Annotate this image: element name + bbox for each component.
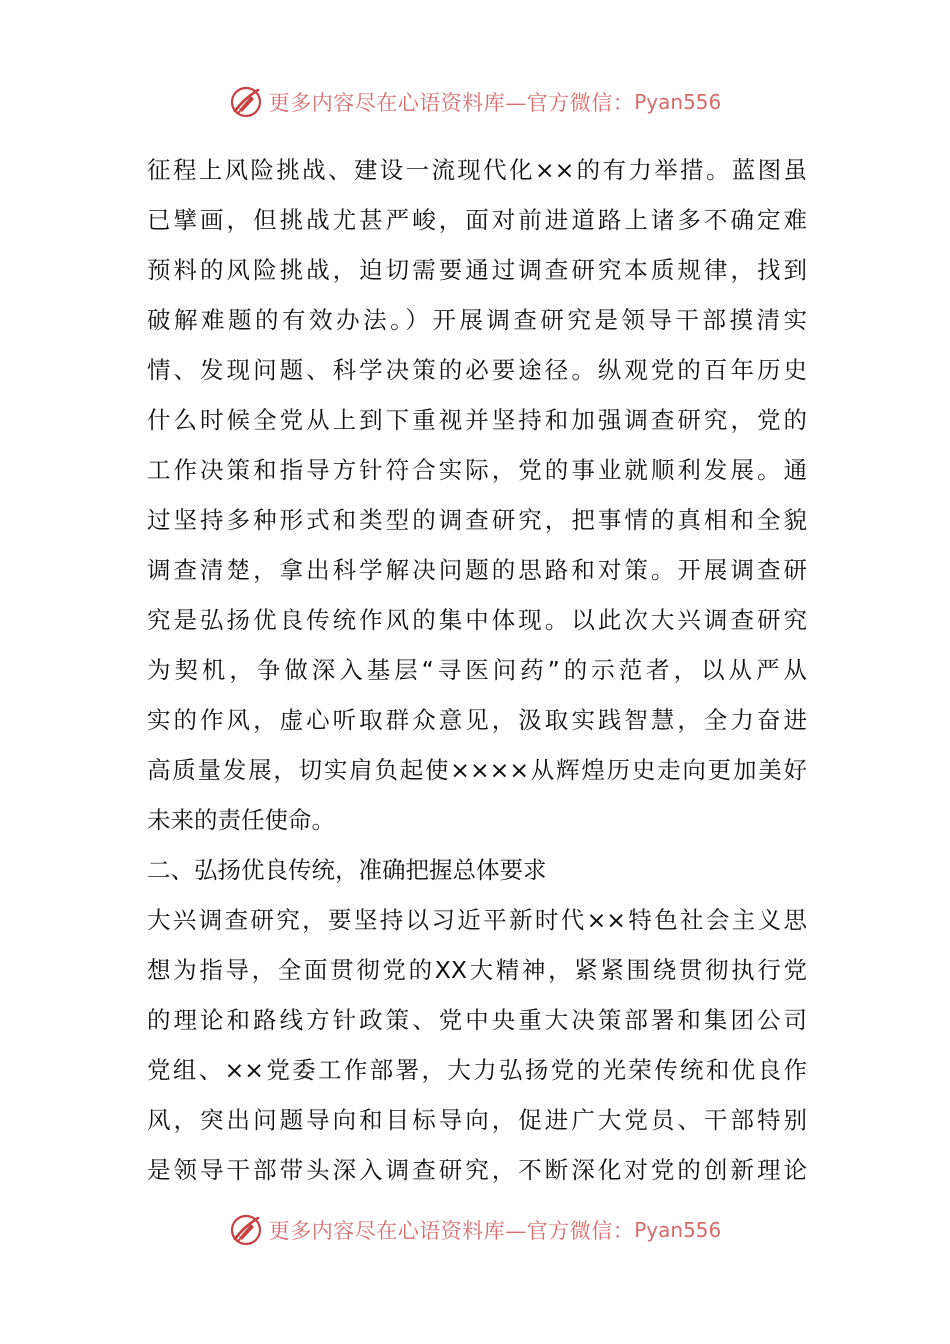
body-line: 什么时候全党从上到下重视并坚持和加强调查研究，党的 <box>147 406 807 434</box>
footer-banner-contact: Pyan556 <box>634 1218 722 1242</box>
header-banner-contact: Pyan556 <box>634 90 722 114</box>
pen-logo-icon <box>229 85 263 119</box>
body-line: 大兴调查研究，要坚持以习近平新时代××特色社会主义思 <box>147 906 807 934</box>
footer-banner-text: 更多内容尽在心语资料库—官方微信： <box>268 1219 635 1243</box>
body-line: 为契机，争做深入基层“寻医问药”的示范者，以从严从 <box>147 656 807 684</box>
body-line: 已擘画，但挑战尤甚严峻，面对前进道路上诸多不确定难 <box>147 206 807 234</box>
body-line: 情、发现问题、科学决策的必要途径。纵观党的百年历史 <box>147 356 807 384</box>
section-heading: 二、弘扬优良传统，准确把握总体要求 <box>147 856 547 884</box>
body-line: 工作决策和指导方针符合实际，党的事业就顺利发展。通 <box>147 456 807 484</box>
body-line: 预料的风险挑战，迫切需要通过调查研究本质规律，找到 <box>147 256 807 284</box>
header-banner-text: 更多内容尽在心语资料库—官方微信： <box>268 91 635 115</box>
body-line: 破解难题的有效办法。）开展调查研究是领导干部摸清实 <box>147 306 807 334</box>
body-line: 的理论和路线方针政策、党中央重大决策部署和集团公司 <box>147 1006 807 1034</box>
body-line: 实的作风，虚心听取群众意见，汲取实践智慧，全力奋进 <box>147 706 807 734</box>
document-body <box>147 145 807 1195</box>
pen-logo-icon <box>229 1213 263 1247</box>
body-line: 想为指导，全面贯彻党的XX大精神，紧紧围绕贯彻执行党 <box>147 956 807 984</box>
footer-banner <box>0 1210 950 1250</box>
body-line: 调查清楚，拿出科学解决问题的思路和对策。开展调查研 <box>147 556 807 584</box>
body-line: 风，突出问题导向和目标导向，促进广大党员、干部特别 <box>147 1106 807 1134</box>
body-line: 征程上风险挑战、建设一流现代化××的有力举措。蓝图虽 <box>147 156 807 184</box>
body-line: 究是弘扬优良传统作风的集中体现。以此次大兴调查研究 <box>147 606 807 634</box>
body-line: 高质量发展，切实肩负起使××××从辉煌历史走向更加美好 <box>147 756 807 784</box>
body-line: 未来的责任使命。 <box>147 806 335 834</box>
body-line: 是领导干部带头深入调查研究，不断深化对党的创新理论 <box>147 1156 807 1184</box>
body-line: 过坚持多种形式和类型的调查研究，把事情的真相和全貌 <box>147 506 807 534</box>
body-line: 党组、××党委工作部署，大力弘扬党的光荣传统和优良作 <box>147 1056 807 1084</box>
header-banner <box>0 82 950 122</box>
